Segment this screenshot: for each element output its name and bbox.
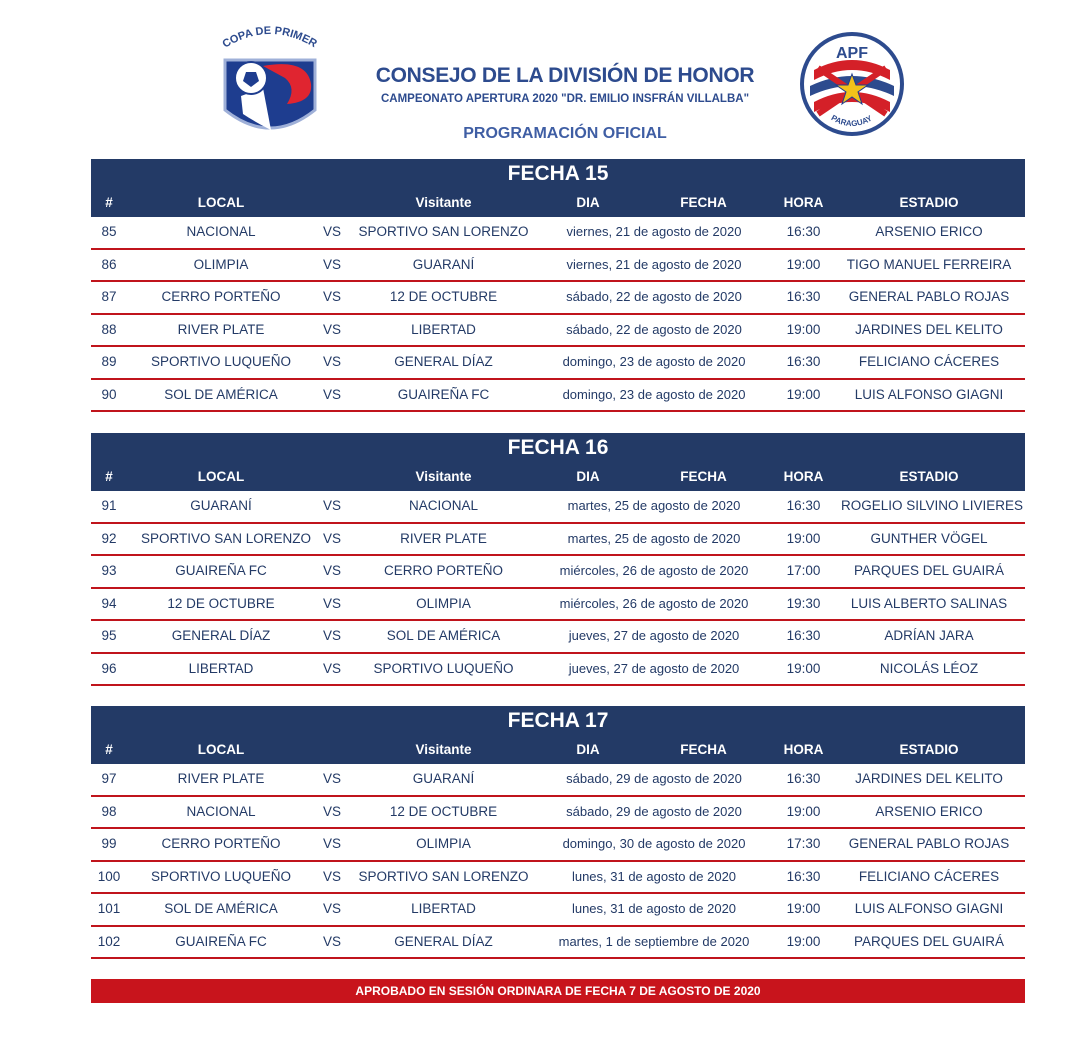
column-header-hora: HORA (783, 469, 824, 484)
approval-banner: APROBADO EN SESIÓN ORDINARA DE FECHA 7 DE AGOSTO DE 2020 (91, 979, 1025, 1003)
match-number: 87 (101, 289, 117, 304)
away-team: LIBERTAD (411, 321, 476, 337)
stadium: ARSENIO ERICO (875, 224, 983, 239)
match-number: 93 (101, 563, 117, 578)
home-team: CERRO PORTEÑO (161, 836, 281, 851)
match-number: 97 (101, 771, 117, 786)
vs-label: VS (322, 386, 341, 402)
column-header-num: # (105, 742, 113, 757)
vs-label: VS (322, 354, 341, 369)
column-header-fecha: FECHA (680, 742, 727, 757)
match-number: 100 (97, 868, 121, 884)
vs-label: VS (322, 289, 341, 304)
match-date: jueves, 27 de agosto de 2020 (568, 660, 740, 676)
away-team: SPORTIVO LUQUEÑO (373, 660, 514, 676)
stadium: GENERAL PABLO ROJAS (848, 289, 1010, 304)
stadium: FELICIANO CÁCERES (858, 868, 1000, 884)
home-team: NACIONAL (186, 224, 256, 239)
match-number: 90 (101, 386, 117, 402)
column-header-local: LOCAL (197, 195, 245, 210)
round-header (91, 706, 1025, 764)
away-team: GUAIREÑA FC (397, 386, 490, 402)
away-team: GENERAL DÍAZ (394, 354, 493, 369)
match-number: 86 (101, 256, 117, 272)
stadium: LUIS ALFONSO GIAGNI (854, 901, 1004, 916)
apf-logo-text: APF (836, 45, 868, 62)
away-team: CERRO PORTEÑO (383, 563, 503, 578)
column-header-estadio: ESTADIO (899, 742, 959, 757)
vs-label: VS (322, 836, 341, 851)
match-date: viernes, 21 de agosto de 2020 (566, 256, 742, 272)
column-header-dia: DIA (576, 469, 600, 484)
round-block (91, 706, 1025, 959)
home-team: GENERAL DÍAZ (171, 628, 271, 643)
match-time: 19:00 (786, 386, 821, 402)
away-team: SPORTIVO SAN LORENZO (358, 868, 529, 884)
vs-label: VS (322, 224, 341, 239)
home-team: SOL DE AMÉRICA (164, 386, 278, 402)
stadium: JARDINES DEL KELITO (855, 321, 1003, 337)
match-row (91, 380, 1025, 413)
stadium: JARDINES DEL KELITO (855, 771, 1003, 786)
home-team: SOL DE AMÉRICA (164, 901, 278, 916)
vs-label: VS (322, 660, 341, 676)
away-team: RIVER PLATE (400, 530, 487, 546)
match-time: 16:30 (786, 868, 821, 884)
column-headers (91, 461, 1025, 491)
column-headers (91, 734, 1025, 764)
column-header-hora: HORA (783, 742, 824, 757)
match-number: 88 (101, 321, 117, 337)
stadium: TIGO MANUEL FERREIRA (846, 256, 1012, 272)
match-time: 17:30 (786, 836, 821, 851)
away-team: 12 DE OCTUBRE (389, 289, 498, 304)
match-time: 16:30 (786, 354, 821, 369)
match-number: 101 (97, 901, 121, 916)
column-header-visitante: Visitante (415, 742, 472, 757)
program-title: PROGRAMACIÓN OFICIAL (463, 125, 667, 142)
stadium: PARQUES DEL GUAIRÁ (853, 933, 1005, 949)
vs-label: VS (322, 803, 341, 819)
match-date: miércoles, 26 de agosto de 2020 (559, 563, 749, 578)
match-row (91, 315, 1025, 348)
vs-label: VS (322, 595, 341, 611)
away-team: OLIMPIA (416, 836, 471, 851)
vs-label: VS (322, 933, 341, 949)
match-row (91, 250, 1025, 283)
stadium: PARQUES DEL GUAIRÁ (853, 563, 1005, 578)
match-time: 19:00 (786, 530, 821, 546)
vs-label: VS (322, 868, 341, 884)
home-team: NACIONAL (186, 803, 256, 819)
round-title: FECHA 17 (507, 709, 609, 732)
stadium: ADRÍAN JARA (884, 628, 974, 643)
column-header-fecha: FECHA (680, 195, 727, 210)
match-row (91, 764, 1025, 797)
home-team: GUAIREÑA FC (175, 563, 267, 578)
match-date: domingo, 23 de agosto de 2020 (562, 386, 746, 402)
stadium: GUNTHER VÖGEL (870, 530, 988, 546)
round-title: FECHA 15 (507, 162, 609, 185)
match-row (91, 217, 1025, 250)
column-header-visitante: Visitante (415, 469, 472, 484)
round-header (91, 433, 1025, 491)
match-row (91, 589, 1025, 622)
stadium: LUIS ALFONSO GIAGNI (854, 386, 1004, 402)
match-row (91, 524, 1025, 557)
match-date: sábado, 22 de agosto de 2020 (566, 321, 742, 337)
column-header-num: # (105, 469, 113, 484)
match-number: 96 (101, 660, 117, 676)
away-team: GENERAL DÍAZ (394, 933, 493, 949)
match-number: 91 (101, 498, 117, 513)
round-block (91, 159, 1025, 412)
vs-label: VS (322, 530, 341, 546)
svg-text:COPA DE PRIMERA (215, 18, 319, 50)
column-header-estadio: ESTADIO (899, 469, 959, 484)
match-row (91, 862, 1025, 895)
match-date: viernes, 21 de agosto de 2020 (566, 224, 742, 239)
match-time: 19:30 (786, 595, 821, 611)
home-team: GUARANÍ (190, 498, 252, 513)
match-date: sábado, 29 de agosto de 2020 (566, 803, 742, 819)
column-header-dia: DIA (576, 195, 600, 210)
home-team: LIBERTAD (188, 660, 254, 676)
vs-label: VS (322, 628, 341, 643)
stadium: FELICIANO CÁCERES (858, 354, 1000, 369)
stadium: NICOLÁS LÉOZ (879, 660, 979, 676)
match-date: jueves, 27 de agosto de 2020 (568, 628, 740, 643)
match-date: sábado, 29 de agosto de 2020 (566, 771, 742, 786)
column-header-hora: HORA (783, 195, 824, 210)
vs-label: VS (322, 563, 341, 578)
stadium: ROGELIO SILVINO LIVIERES (841, 498, 1024, 513)
away-team: GUARANÍ (412, 256, 475, 272)
vs-label: VS (322, 256, 341, 272)
match-time: 19:00 (786, 901, 821, 916)
match-row (91, 654, 1025, 687)
match-time: 16:30 (786, 498, 821, 513)
column-header-local: LOCAL (197, 469, 245, 484)
home-team: 12 DE OCTUBRE (167, 595, 275, 611)
column-header-dia: DIA (576, 742, 600, 757)
column-header-estadio: ESTADIO (899, 195, 959, 210)
away-team: GUARANÍ (412, 771, 475, 786)
round-header (91, 159, 1025, 217)
home-team: RIVER PLATE (177, 771, 265, 786)
away-team: SPORTIVO SAN LORENZO (358, 224, 529, 239)
stadium: ARSENIO ERICO (875, 803, 983, 819)
match-date: lunes, 31 de agosto de 2020 (571, 868, 737, 884)
away-team: LIBERTAD (411, 901, 476, 916)
home-team: GUAIREÑA FC (175, 933, 267, 949)
match-time: 19:00 (786, 933, 821, 949)
match-date: martes, 1 de septiembre de 2020 (558, 933, 750, 949)
match-time: 16:30 (786, 224, 821, 239)
match-time: 16:30 (786, 628, 821, 643)
match-date: domingo, 30 de agosto de 2020 (562, 836, 746, 851)
match-time: 16:30 (786, 771, 821, 786)
match-date: domingo, 23 de agosto de 2020 (562, 354, 746, 369)
home-team: SPORTIVO LUQUEÑO (150, 868, 292, 884)
match-row (91, 797, 1025, 830)
round-block (91, 433, 1025, 686)
home-team: OLIMPIA (193, 256, 249, 272)
home-team: SPORTIVO SAN LORENZO (141, 530, 312, 546)
match-time: 19:00 (786, 256, 821, 272)
match-time: 16:30 (786, 289, 821, 304)
page-title: CONSEJO DE LA DIVISIÓN DE HONOR (375, 64, 755, 87)
stadium: LUIS ALBERTO SALINAS (850, 595, 1008, 611)
match-number: 94 (101, 595, 117, 611)
stadium: GENERAL PABLO ROJAS (848, 836, 1010, 851)
match-number: 85 (101, 224, 117, 239)
match-row (91, 491, 1025, 524)
match-date: lunes, 31 de agosto de 2020 (571, 901, 737, 916)
vs-label: VS (322, 498, 341, 513)
column-header-visitante: Visitante (415, 195, 472, 210)
match-time: 19:00 (786, 803, 821, 819)
match-row (91, 829, 1025, 862)
column-header-num: # (105, 195, 113, 210)
match-number: 92 (101, 530, 117, 546)
column-headers (91, 187, 1025, 217)
vs-label: VS (322, 321, 341, 337)
paraguay-logo-text: PARAGUAY (829, 113, 874, 129)
match-row (91, 282, 1025, 315)
match-date: martes, 25 de agosto de 2020 (567, 530, 741, 546)
away-team: NACIONAL (408, 498, 479, 513)
match-date: miércoles, 26 de agosto de 2020 (559, 595, 749, 611)
match-number: 95 (101, 628, 117, 643)
match-row (91, 621, 1025, 654)
copa-logo-text: COPA DE PRIMER (220, 24, 319, 51)
copa-de-primera-logo (215, 18, 325, 146)
match-row (91, 927, 1025, 960)
home-team: SPORTIVO LUQUEÑO (150, 354, 292, 369)
home-team: CERRO PORTEÑO (161, 289, 281, 304)
match-time: 19:00 (786, 660, 821, 676)
match-number: 89 (101, 354, 117, 369)
away-team: OLIMPIA (416, 595, 471, 611)
match-number: 98 (101, 803, 117, 819)
column-header-local: LOCAL (197, 742, 245, 757)
match-number: 102 (97, 933, 121, 949)
away-team: 12 DE OCTUBRE (389, 803, 498, 819)
away-team: SOL DE AMÉRICA (386, 628, 501, 643)
match-row (91, 556, 1025, 589)
match-time: 17:00 (786, 563, 821, 578)
match-row (91, 894, 1025, 927)
column-header-fecha: FECHA (680, 469, 727, 484)
round-title: FECHA 16 (507, 436, 609, 459)
match-number: 99 (101, 836, 117, 851)
match-time: 19:00 (786, 321, 821, 337)
championship-subtitle: CAMPEONATO APERTURA 2020 "DR. EMILIO INSFRÁN VILLALBA" (380, 93, 750, 105)
match-date: martes, 25 de agosto de 2020 (567, 498, 741, 513)
apf-paraguay-logo (796, 32, 908, 136)
match-row (91, 347, 1025, 380)
vs-label: VS (322, 901, 341, 916)
match-date: sábado, 22 de agosto de 2020 (566, 289, 742, 304)
vs-label: VS (322, 771, 341, 786)
home-team: RIVER PLATE (177, 321, 265, 337)
